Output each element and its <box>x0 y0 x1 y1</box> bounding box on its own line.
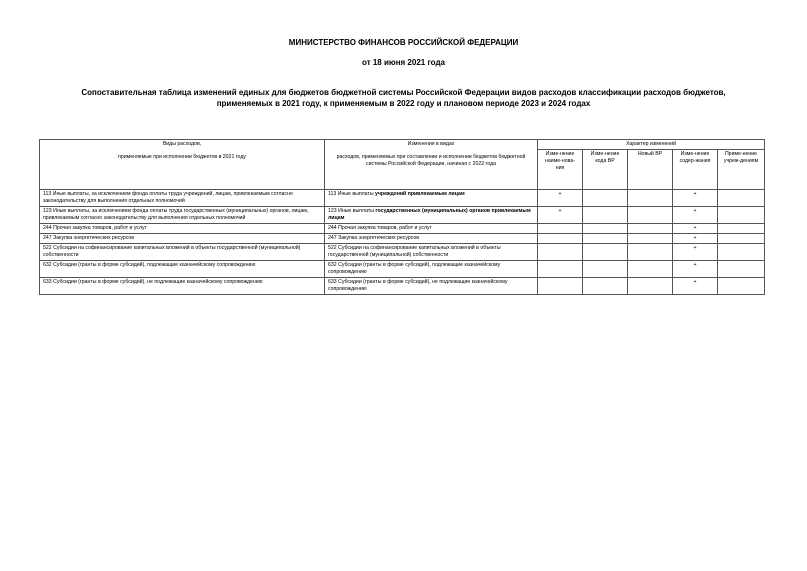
col-old-header <box>40 140 325 190</box>
col-old-title: Виды расходов, <box>162 141 202 147</box>
table-header-row <box>40 140 765 150</box>
col-new-title: Изменения в видах <box>407 141 455 147</box>
change-mark <box>718 224 765 234</box>
new-expense-type <box>325 278 538 295</box>
new-expense-text: 633 Субсидии (гранты в форме субсидий), не подлежащие казначейскому сопровождению <box>328 279 508 292</box>
change-mark: + <box>673 234 718 244</box>
change-mark <box>538 244 583 261</box>
change-mark <box>583 261 628 278</box>
change-mark <box>628 244 673 261</box>
new-expense-type <box>325 261 538 278</box>
change-mark <box>538 234 583 244</box>
ministry-heading: МИНИСТЕРСТВО ФИНАНСОВ РОССИЙСКОЙ ФЕДЕРАЦИИ <box>288 38 519 47</box>
new-expense-type <box>325 207 538 224</box>
change-mark: + <box>538 207 583 224</box>
change-mark: + <box>673 224 718 234</box>
change-mark <box>628 261 673 278</box>
change-mark <box>628 278 673 295</box>
change-mark <box>718 261 765 278</box>
change-mark <box>583 224 628 234</box>
change-mark <box>583 278 628 295</box>
new-expense-text: 522 Субсидии на софинансирование капитальных вложений в объекты государственной (муниципальной) собственности <box>328 245 501 258</box>
title-line-2: применяемых в 2021 году, к применяемым в 2022 году и плановом периоде 2023 и 2024 годах <box>216 99 591 108</box>
change-mark <box>628 207 673 224</box>
change-mark <box>718 207 765 224</box>
table-row <box>40 261 765 278</box>
document-date: от 18 июня 2021 года <box>362 58 445 67</box>
change-mark: + <box>673 207 718 224</box>
old-expense-type: 123 Иные выплаты, за исключением фонда оплаты труда государственных (муниципальных) органов, лицам, привлекаемым согласно законодательству для выполнения отдельных полномочий <box>40 207 325 224</box>
change-mark <box>628 190 673 207</box>
change-mark <box>718 278 765 295</box>
change-col-content: Изме-нение содер-жания <box>673 150 718 190</box>
col-old-subtitle: применяемые при исполнении бюджетов в 2021 году <box>118 154 246 160</box>
old-expense-type: 522 Субсидии на софинансирование капитальных вложений в объекты государственной (муниципальной) собственности <box>40 244 325 261</box>
change-mark: + <box>673 190 718 207</box>
col-new-subtitle: расходов, применяемых при составлении и исполнении бюджетов бюджетной системы Российской Федерации, начиная с 2022 года <box>336 154 526 167</box>
col-new-header <box>325 140 538 190</box>
change-mark <box>538 261 583 278</box>
title-line-1: Сопоставительная таблица изменений единых для бюджетов бюджетной системы Российской Федерации видов расходов классификации расходов бюджетов, <box>81 88 726 97</box>
new-expense-changed-text: учреждений привлекаемым лицам <box>375 191 465 197</box>
change-mark <box>538 224 583 234</box>
changes-header: Характер изменений <box>538 140 765 150</box>
table-row <box>40 207 765 224</box>
table-row <box>40 190 765 207</box>
new-expense-type <box>325 244 538 261</box>
old-expense-type: 633 Субсидии (гранты в форме субсидий), не подлежащие казначейскому сопровождению <box>40 278 325 295</box>
change-col-new: Новый ВР <box>628 150 673 190</box>
change-mark <box>628 234 673 244</box>
change-mark: + <box>673 261 718 278</box>
old-expense-type: 247 Закупка энергетических ресурсов <box>40 234 325 244</box>
change-mark <box>628 224 673 234</box>
new-expense-type <box>325 190 538 207</box>
old-expense-type: 632 Субсидии (гранты в форме субсидий), подлежащие казначейскому сопровождению <box>40 261 325 278</box>
new-expense-text: 244 Прочая закупка товаров, работ и услуг <box>328 225 432 231</box>
change-col-code: Изме-нение кода ВР <box>583 150 628 190</box>
change-mark <box>718 190 765 207</box>
table-row <box>40 278 765 295</box>
new-expense-text: 247 Закупка энергетических ресурсов <box>328 235 420 241</box>
document-title <box>0 87 807 109</box>
change-mark <box>718 234 765 244</box>
new-expense-type <box>325 224 538 234</box>
new-expense-text: 123 Иные выплаты <box>328 208 376 214</box>
change-mark <box>583 190 628 207</box>
change-mark <box>583 207 628 224</box>
table-row <box>40 244 765 261</box>
change-col-name: Изме-нение наиме-нова-ния <box>538 150 583 190</box>
change-mark <box>718 244 765 261</box>
change-mark: + <box>538 190 583 207</box>
old-expense-type: 113 Иные выплаты, за исключением фонда оплаты труда учреждений, лицам, привлекаемым согласно законодательству для выполнения отдельных полномочий <box>40 190 325 207</box>
change-mark <box>583 244 628 261</box>
new-expense-text: 632 Субсидии (гранты в форме субсидий), подлежащие казначейскому сопровождению <box>328 262 501 275</box>
change-mark <box>583 234 628 244</box>
comparison-table <box>39 139 765 295</box>
table-row <box>40 234 765 244</box>
old-expense-type: 244 Прочая закупка товаров, работ и услуг <box>40 224 325 234</box>
new-expense-text: 113 Иные выплаты <box>328 191 375 197</box>
change-col-usage: Приме-нение учреж-дениям <box>718 150 765 190</box>
table-row <box>40 224 765 234</box>
change-mark <box>538 278 583 295</box>
change-mark: + <box>673 278 718 295</box>
new-expense-type <box>325 234 538 244</box>
new-expense-changed-text: государственных (муниципальных) органов привлекаемым лицам <box>328 208 531 221</box>
change-mark: + <box>673 244 718 261</box>
